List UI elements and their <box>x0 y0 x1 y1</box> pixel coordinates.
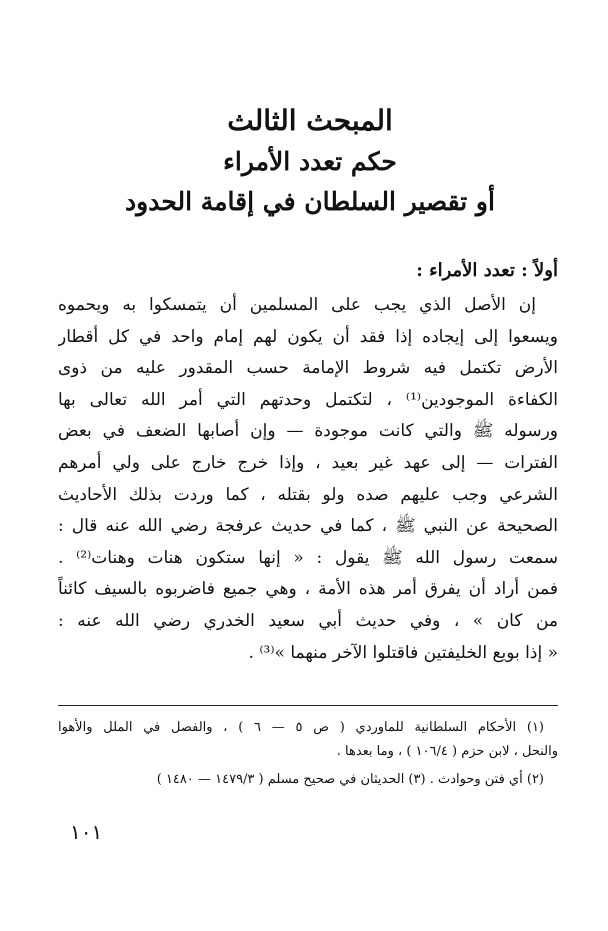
body-line: سمعت رسول الله ﷺ يقول : « إنها ستكون هنات وهنات⁽²⁾ . <box>58 547 558 568</box>
footnote-divider <box>58 705 558 706</box>
body-line: ويسعوا إلى إيجاده إذا فقد أن يكون لهم إمام واحد في كل أقطار <box>58 326 558 347</box>
body-line: من كان » ، وفي حديث أبي سعيد الخدري رضي الله عنه : <box>58 610 558 631</box>
body-line: الكفاءة الموجودين⁽¹⁾ ، لتكتمل وحدتهم التي أمر الله تعالى بها <box>58 389 558 410</box>
body-line: ورسوله ﷺ والتي كانت موجودة — وإن أصابها الضعف في بعض <box>58 421 558 442</box>
footnote-line: (٢) أي فتن وحوادث . (٣) الحديثان في صحيح مسلم ( ١٤٧٩/٣ — ١٤٨٠ ) <box>156 772 544 787</box>
chapter-subtitle-2: أو تقصير السلطان في إقامة الحدود <box>125 187 495 216</box>
footnote-line: (١) الأحكام السلطانية للماوردي ( ص ٥ — ٦ ) ، والفصل في الملل والأهوا <box>58 720 544 735</box>
footnote-line: والنحل ، لابن حزم ( ١٠٦/٤ ) ، وما بعدها . <box>336 744 558 759</box>
chapter-subtitle-1: حكم تعدد الأمراء <box>223 147 397 176</box>
body-line: « إذا بويع الخليفتين فاقتلوا الآخر منهما »⁽³⁾ . <box>248 642 558 663</box>
footnotes <box>58 716 558 792</box>
body-line: فمن أراد أن يفرق أمر هذه الأمة ، وهي جميع فاضربوه بالسيف كائناً <box>58 579 558 600</box>
body-line: الفترات — إلى عهد غير بعيد ، وإذا خرج خارج على ولي أمرهم <box>58 452 558 473</box>
body-text <box>58 290 558 669</box>
page-number: ١٠١ <box>70 820 103 844</box>
section-title: أولاً : تعدد الأمراء : <box>416 260 558 281</box>
body-line: الشرعي وجب عليهم صده ولو بقتله ، كما وردت بذلك الأحاديث <box>58 484 558 505</box>
body-line: الصحيحة عن النبي ﷺ ، كما في حديث عرفجة رضي الله عنه قال : <box>58 516 558 537</box>
body-line: إن الأصل الذي يجب على المسلمين أن يتمسكوا به ويحموه <box>58 295 536 315</box>
chapter-heading <box>60 100 560 222</box>
chapter-title: المبحث الثالث <box>227 104 393 137</box>
body-line: الأرض تكتمل فيه شروط الإمامة حسب المقدور عليه من ذوى <box>58 358 558 379</box>
